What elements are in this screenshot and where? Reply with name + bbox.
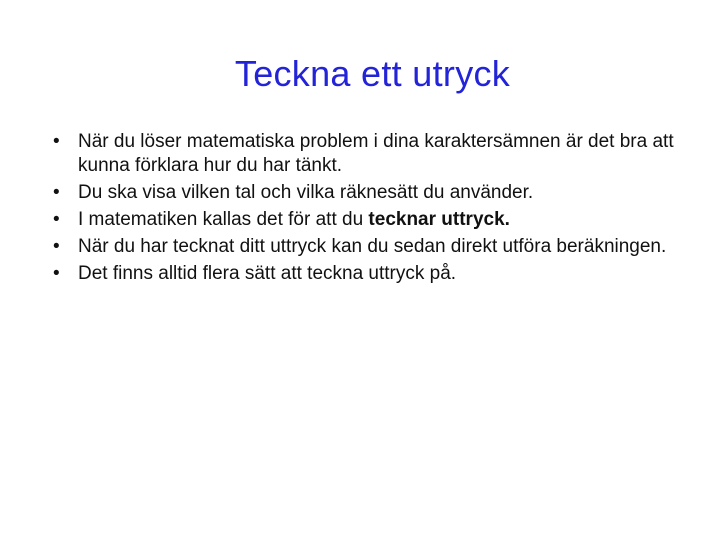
bullet-text: I matematiken kallas det för att du	[78, 209, 369, 230]
bullet-text: När du har tecknat ditt uttryck kan du sedan direkt utföra beräkningen.	[78, 236, 667, 257]
slide-title: Teckna ett utryck	[234, 53, 511, 94]
bullet-item	[53, 235, 683, 259]
bullet-text: När du löser matematiska problem i dina karaktersämnen är det bra att kunna förklara hur du har tänkt.	[78, 131, 674, 176]
bullet-marker: •	[53, 131, 60, 152]
bullet-marker: •	[53, 236, 60, 257]
bullet-item	[53, 262, 683, 286]
bullet-item	[53, 130, 683, 178]
bullet-marker: •	[53, 209, 60, 230]
bullet-list	[53, 130, 683, 289]
bullet-item	[53, 181, 683, 205]
bullet-text: Du ska visa vilken tal och vilka räknesätt du använder.	[78, 182, 534, 203]
bullet-item	[53, 208, 683, 232]
bullet-text: Det finns alltid flera sätt att teckna uttryck på.	[78, 263, 457, 284]
bullet-bold-term: tecknar uttryck.	[368, 209, 510, 230]
bullet-marker: •	[53, 263, 60, 284]
bullet-marker: •	[53, 182, 60, 203]
